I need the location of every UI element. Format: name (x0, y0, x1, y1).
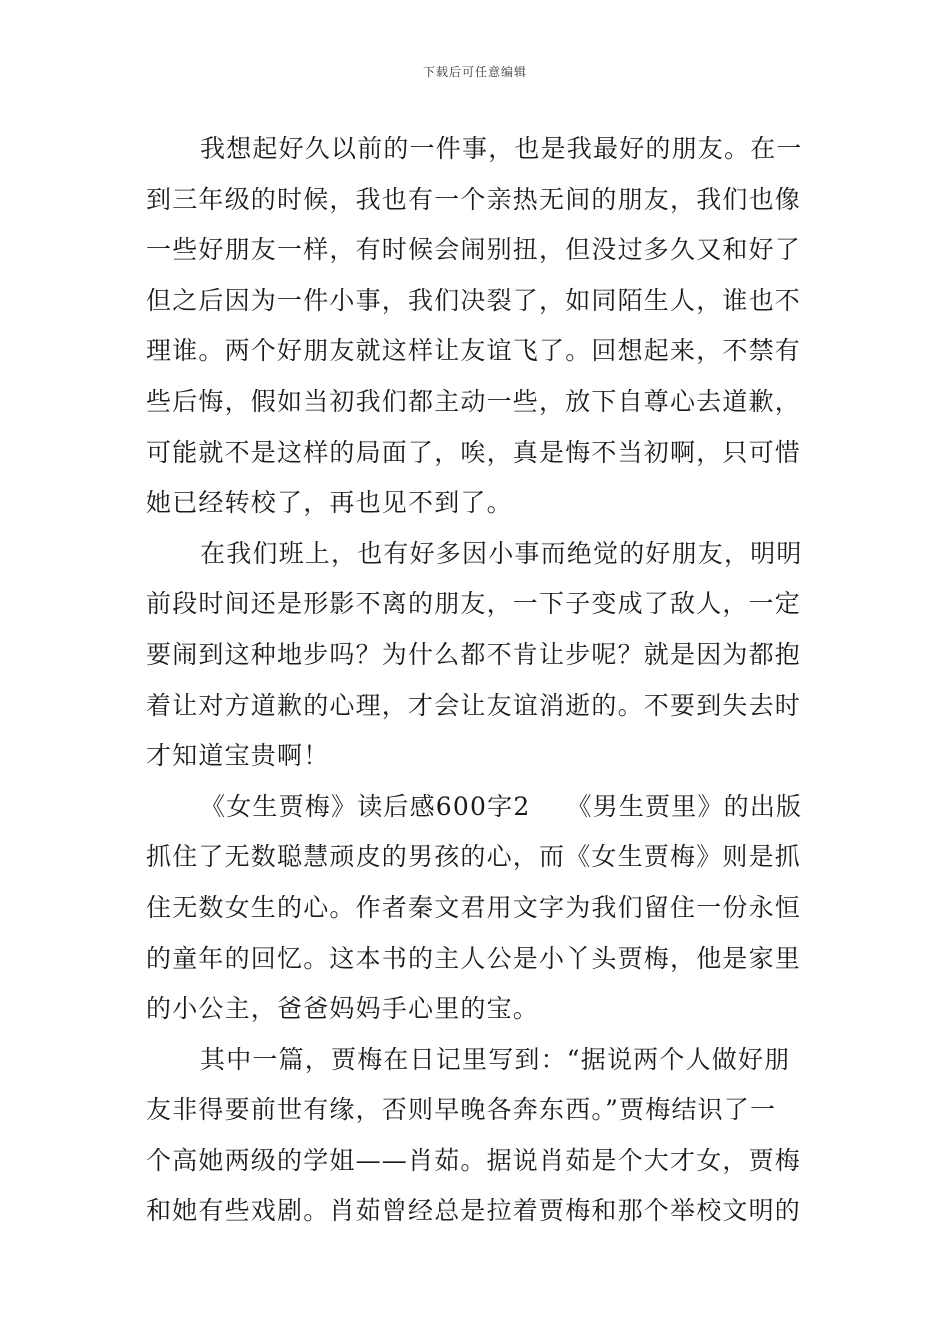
paragraph-3-line-5: 的小公主，爸爸妈妈手心里的宝。 (146, 994, 540, 1024)
paragraph-2-line-2: 前段时间还是形影不离的朋友，一下子变成了敌人，一定 (146, 589, 802, 619)
paragraph-2-line-1: 在我们班上，也有好多因小事而绝觉的好朋友，明明 (200, 538, 803, 568)
paragraph-1-line-7: 可能就不是这样的局面了，唉，真是悔不当初啊，只可惜 (146, 437, 802, 467)
paragraph-4-line-3: 个高她两级的学姐——肖茹。据说肖茹是个大才女，贾梅 (146, 1145, 802, 1175)
section-heading: 《女生贾梅》读后感600字2 (200, 791, 531, 821)
paragraph-1-line-4: 但之后因为一件小事，我们决裂了，如同陌生人，谁也不 (146, 285, 802, 315)
paragraph-1-line-6: 些后悔，假如当初我们都主动一些，放下自尊心去道歉， (146, 386, 802, 416)
paragraph-3-line-4: 的童年的回忆。这本书的主人公是小丫头贾梅，他是家里 (146, 943, 802, 973)
paragraph-1-line-2: 到三年级的时候，我也有一个亲热无间的朋友，我们也像 (146, 184, 802, 214)
paragraph-4-line-2: 友非得要前世有缘，否则早晚各奔东西。”贾梅结识了一 (146, 1095, 777, 1125)
paragraph-3-line-1 (146, 782, 810, 833)
page-header: 下载后可任意编辑 (422, 65, 527, 79)
paragraph-4-line-4: 和她有些戏剧。肖茹曾经总是拉着贾梅和那个举校文明的 (146, 1196, 802, 1226)
paragraph-2-line-5: 才知道宝贵啊！ (146, 741, 330, 771)
document-body (146, 124, 810, 1237)
paragraph-2-line-4: 着让对方道歉的心理，才会让友谊消逝的。不要到失去时 (146, 690, 802, 720)
paragraph-1-line-1: 我想起好久以前的一件事，也是我最好的朋友。在一 (200, 134, 803, 163)
paragraph-3-line-2: 抓住了无数聪慧顽皮的男孩的心，而《女生贾梅》则是抓 (146, 842, 802, 872)
paragraph-1-line-3: 一些好朋友一样，有时候会闹别扭，但没过多久又和好了 (146, 235, 802, 265)
paragraph-2-line-3: 要闹到这种地步吗？为什么都不肯让步呢？就是因为都抱 (146, 639, 802, 669)
paragraph-1-line-5: 理谁。两个好朋友就这样让友谊飞了。回想起来，不禁有 (146, 336, 802, 366)
paragraph-4-line-1: 其中一篇，贾梅在日记里写到：“据说两个人做好朋 (200, 1044, 791, 1074)
paragraph-3-line-3: 住无数女生的心。作者秦文君用文字为我们留住一份永恒 (146, 892, 802, 922)
paragraph-1-line-8: 她已经转校了，再也见不到了。 (146, 488, 513, 518)
paragraph-3-line-1-text: 《男生贾里》的出版 (566, 791, 803, 821)
